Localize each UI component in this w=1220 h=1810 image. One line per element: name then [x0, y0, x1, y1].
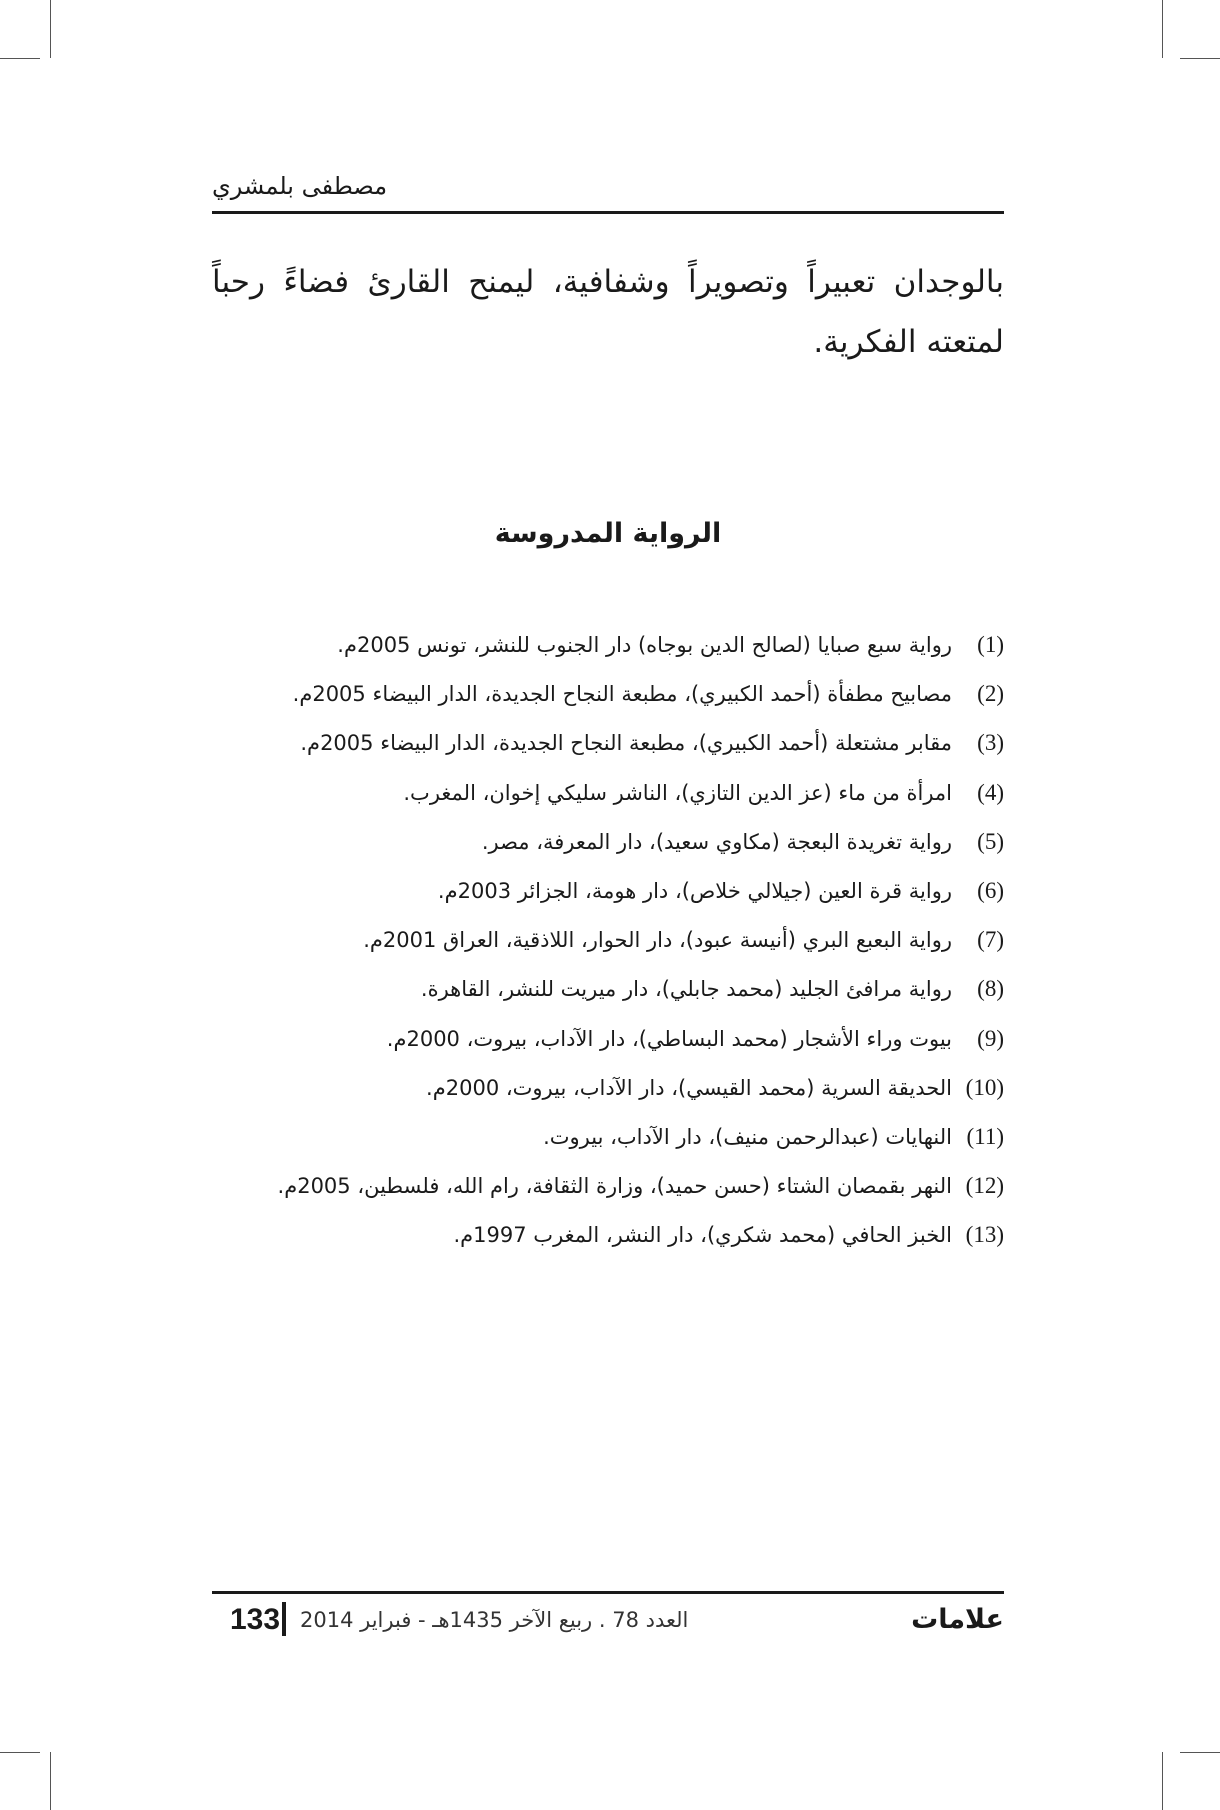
reference-number: (3)	[977, 730, 1004, 756]
reference-text: رواية تغريدة البعجة (مكاوي سعيد)، دار المعرفة، مصر.	[481, 829, 952, 854]
reference-item	[212, 1112, 1004, 1161]
crop-mark-top-left-h	[0, 58, 40, 59]
reference-text: رواية قرة العين (جيلالي خلاص)، دار هومة، الجزائر 2003م.	[437, 878, 952, 903]
running-header-author: مصطفى بلمشري	[212, 172, 388, 200]
crop-mark-bottom-right	[1162, 1752, 1163, 1810]
crop-mark-bottom-left	[50, 1752, 51, 1810]
reference-number: (9)	[977, 1025, 1004, 1051]
reference-item	[212, 817, 1004, 866]
reference-item	[212, 768, 1004, 817]
reference-number: (6)	[977, 877, 1004, 903]
reference-item	[212, 866, 1004, 915]
header-rule	[212, 211, 1004, 214]
crop-mark-bottom-right-h	[1180, 1752, 1220, 1753]
reference-text: الخبز الحافي (محمد شكري)، دار النشر، المغرب 1997م.	[453, 1223, 952, 1248]
reference-number: (12)	[965, 1173, 1004, 1199]
crop-mark-top-right	[1162, 0, 1163, 58]
crop-mark-top-right-h	[1180, 58, 1220, 59]
reference-item	[212, 1161, 1004, 1210]
crop-mark-top-left	[50, 0, 51, 58]
page-number: 133	[230, 1603, 281, 1636]
reference-item	[212, 1210, 1004, 1259]
reference-number: (7)	[977, 927, 1004, 953]
reference-text: الحديقة السرية (محمد القيسي)، دار الآداب، بيروت، 2000م.	[426, 1075, 952, 1100]
reference-list	[212, 620, 1004, 1259]
crop-mark-bottom-left-h	[0, 1752, 40, 1753]
reference-item	[212, 1063, 1004, 1112]
reference-number: (8)	[977, 976, 1004, 1002]
reference-item	[212, 915, 1004, 964]
page-footer	[212, 1598, 1004, 1642]
reference-number: (5)	[977, 828, 1004, 854]
reference-item	[212, 964, 1004, 1013]
reference-item	[212, 620, 1004, 669]
reference-number: (13)	[965, 1222, 1004, 1248]
footer-divider-bar	[282, 1602, 286, 1636]
reference-text: رواية مرافئ الجليد (محمد جابلي)، دار ميريت للنشر، القاهرة.	[420, 977, 952, 1002]
reference-text: مقابر مشتعلة (أحمد الكبيري)، مطبعة النجاح الجديدة، الدار البيضاء 2005م.	[300, 731, 952, 756]
reference-item	[212, 669, 1004, 718]
reference-text: مصابيح مطفأة (أحمد الكبيري)، مطبعة النجاح الجديدة، الدار البيضاء 2005م.	[292, 682, 952, 707]
reference-text: امرأة من ماء (عز الدين التازي)، الناشر سليكي إخوان، المغرب.	[403, 780, 952, 805]
section-title: الرواية المدروسة	[494, 518, 722, 549]
reference-item	[212, 1014, 1004, 1063]
reference-number: (11)	[966, 1123, 1004, 1149]
reference-text: النهايات (عبدالرحمن منيف)، دار الآداب، بيروت.	[543, 1124, 952, 1149]
reference-number: (4)	[977, 779, 1004, 805]
reference-text: رواية البعبع البري (أنيسة عبود)، دار الحوار، اللاذقية، العراق 2001م.	[363, 928, 952, 953]
reference-text: النهر بقمصان الشتاء (حسن حميد)، وزارة الثقافة، رام الله، فلسطين، 2005م.	[277, 1174, 952, 1199]
reference-item	[212, 718, 1004, 767]
reference-number: (10)	[965, 1074, 1004, 1100]
reference-number: (2)	[977, 681, 1004, 707]
intro-paragraph: بالوجدان تعبيراً وتصويراً وشفافية، ليمنح القارئ فضاءً رحباً لمتعته الفكرية.	[212, 264, 1004, 360]
issue-info: العدد 78 . ربيع الآخر 1435هـ - فبراير 2014	[300, 1608, 689, 1632]
reference-text: بيوت وراء الأشجار (محمد البساطي)، دار الآداب، بيروت، 2000م.	[386, 1026, 952, 1051]
reference-number: (1)	[977, 632, 1004, 657]
footer-rule	[212, 1591, 1004, 1594]
reference-text: رواية سبع صبايا (لصالح الدين بوجاه) دار الجنوب للنشر، تونس 2005م.	[337, 633, 952, 657]
journal-logo: علامات	[911, 1604, 1004, 1635]
